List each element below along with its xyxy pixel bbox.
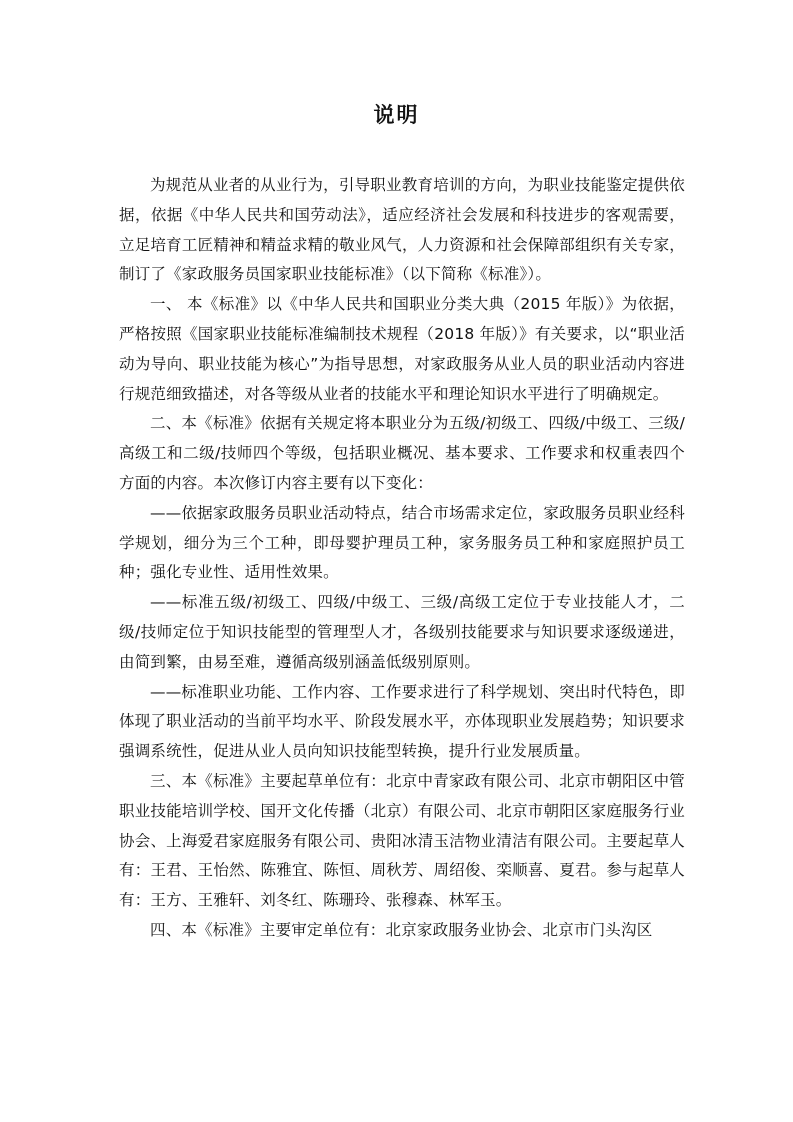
paragraph-change-3: ——标准职业功能、工作内容、工作要求进行了科学规划、突出时代特色，即体现了职业活动的当前平均水平、阶段发展水平，亦体现职业发展趋势；知识要求强调系统性，促进从业人员向知识技能型转换，提升行业发展质量。 [119, 682, 685, 761]
paragraph-item-3: 三、本《标准》主要起草单位有：北京中青家政有限公司、北京市朝阳区中管职业技能培训学校、国开文化传播（北京）有限公司、北京市朝阳区家庭服务行业协会、上海爱君家庭服务有限公司、贵阳冰清玉洁物业清洁有限公司。主要起草人有：王君、王怡然、陈雅宜、陈恒、周秋芳、周绍俊、栾顺喜、夏君。参与起草人有：王方、王雅轩、刘冬红、陈珊玲、张穆森、林军玉。 [119, 771, 685, 910]
document-body [119, 171, 685, 946]
paragraph-preface: 为规范从业者的从业行为，引导职业教育培训的方向，为职业技能鉴定提供依据，依据《中华人民共和国劳动法》，适应经济社会发展和科技进步的客观需要，立足培育工匠精神和精益求精的敬业风气，人力资源和社会保障部组织有关专家，制订了《家政服务员国家职业技能标准》（以下简称《标准》）。 [119, 176, 685, 284]
paragraph-item-4: 四、本《标准》主要审定单位有：北京家政服务业协会、北京市门头沟区 [150, 920, 653, 939]
paragraph-change-1: ——依据家政服务员职业活动特点，结合市场需求定位，家政服务员职业经科学规划，细分为三个工种，即母婴护理员工种，家务服务员工种和家庭照护员工种；强化专业性、适用性效果。 [119, 503, 685, 582]
document-title: 说明 [373, 103, 420, 127]
paragraph-item-2: 二、本《标准》依据有关规定将本职业分为五级/初级工、四级/中级工、三级/高级工和二级/技师四个等级，包括职业概况、基本要求、工作要求和权重表四个方面的内容。本次修订内容主要有以下变化： [119, 414, 685, 492]
paragraph-item-1: 一、 本《标准》以《中华人民共和国职业分类大典（2015 年版）》为依据，严格按照《国家职业技能标准编制技术规程（2018 年版）》有关要求，以“职业活动为导向、职业技能为核心”为指导思想，对家政服务从业人员的职业活动内容进行规范细致描述，对各等级从业者的技能水平和理论知识水平进行了明确规定。 [119, 295, 685, 403]
paragraph-change-2: ——标准五级/初级工、四级/中级工、三级/高级工定位于专业技能人才，二级/技师定位于知识技能型的管理型人才，各级别技能要求与知识要求逐级递进，由简到繁，由易至难，遵循高级别涵盖低级别原则。 [119, 593, 685, 671]
